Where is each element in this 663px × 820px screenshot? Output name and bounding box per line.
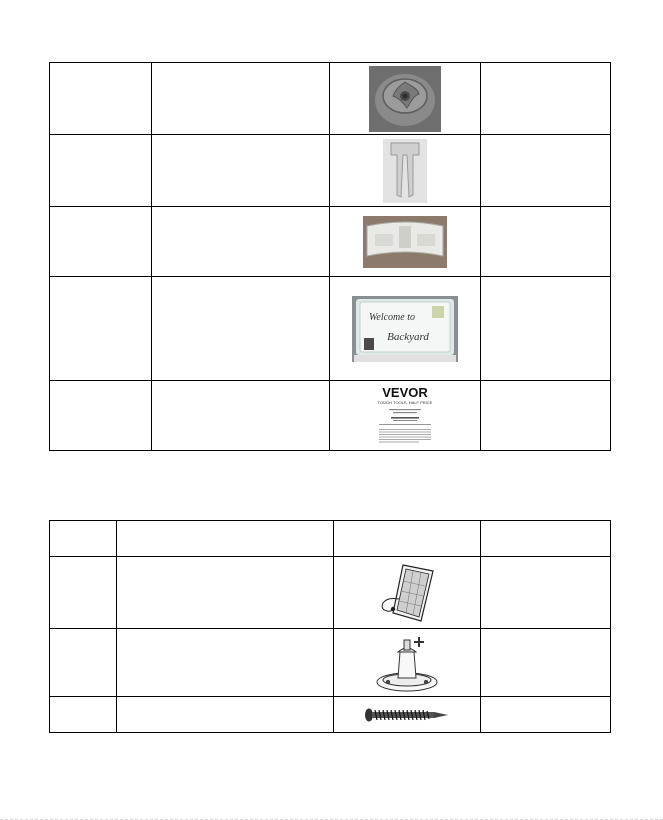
image-cell — [334, 629, 481, 697]
no-cell — [50, 697, 117, 733]
screw-image — [364, 707, 450, 723]
qty-cell — [481, 629, 611, 697]
qty-cell — [481, 697, 611, 733]
name-cell — [117, 629, 334, 697]
qty-cell — [481, 63, 611, 135]
curved-bracket-image — [363, 216, 447, 268]
table-row — [50, 629, 611, 697]
image-cell — [330, 207, 481, 277]
name-cell — [152, 135, 330, 207]
qty-cell — [481, 557, 611, 629]
solar-mount-bracket-image — [374, 632, 440, 694]
name-cell — [117, 697, 334, 733]
name-cell — [152, 207, 330, 277]
ground-stake-image — [383, 139, 427, 203]
sign-line2: Backyard — [387, 330, 429, 343]
name-cell — [152, 381, 330, 451]
image-cell — [330, 135, 481, 207]
name-cell — [152, 63, 330, 135]
image-cell — [330, 63, 481, 135]
parts-table-2 — [49, 520, 611, 733]
item-cell — [50, 63, 152, 135]
no-cell — [50, 629, 117, 697]
vevor-tagline: TOUGH TOOLS, HALF PRICE — [377, 399, 433, 405]
image-cell — [334, 697, 481, 733]
table-row — [50, 277, 611, 381]
image-cell — [334, 557, 481, 629]
table-row — [50, 63, 611, 135]
item-cell — [50, 381, 152, 451]
parts-table-1 — [49, 62, 611, 451]
header-name — [117, 521, 334, 557]
table-row — [50, 381, 611, 451]
table-row — [50, 557, 611, 629]
no-cell — [50, 557, 117, 629]
qty-cell — [481, 277, 611, 381]
qty-cell — [481, 135, 611, 207]
round-stand-base-image — [369, 66, 441, 132]
sign-line1: Welcome to — [368, 311, 416, 323]
table-row — [50, 697, 611, 733]
vevor-logo: VEVOR — [382, 384, 428, 400]
welcome-sign-image — [352, 296, 458, 362]
header-qty — [481, 521, 611, 557]
table-header-row — [50, 521, 611, 557]
vevor-manual-image — [367, 384, 443, 448]
table-row — [50, 207, 611, 277]
item-cell — [50, 207, 152, 277]
item-cell — [50, 277, 152, 381]
header-no — [50, 521, 117, 557]
solar-panel-image — [377, 561, 437, 625]
item-cell — [50, 135, 152, 207]
header-image — [334, 521, 481, 557]
qty-cell — [481, 207, 611, 277]
qty-cell — [481, 381, 611, 451]
name-cell — [117, 557, 334, 629]
name-cell — [152, 277, 330, 381]
image-cell — [330, 277, 481, 381]
table-row — [50, 135, 611, 207]
image-cell — [330, 381, 481, 451]
